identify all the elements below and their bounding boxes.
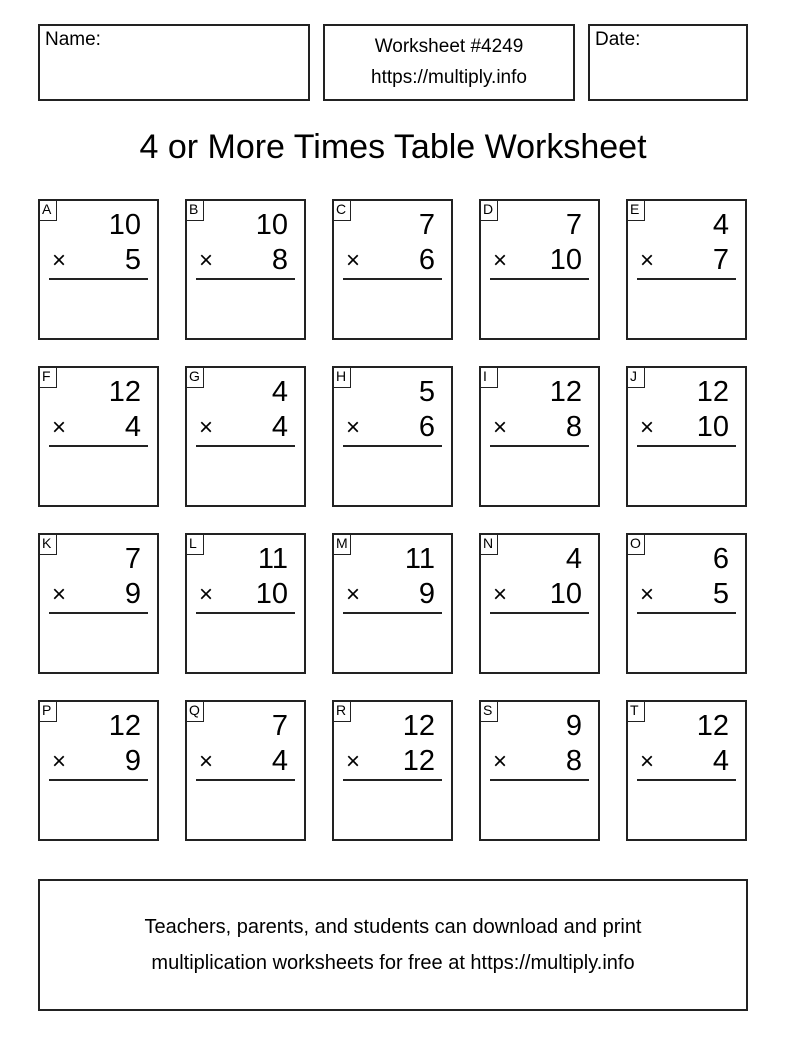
multiply-sign: ×	[52, 748, 67, 775]
answer-line	[637, 612, 736, 614]
problem-letter: F	[38, 366, 57, 388]
multiplier: 10	[255, 578, 288, 610]
problem-letter: E	[626, 199, 645, 221]
multiplicand: 12	[696, 710, 729, 742]
multiply-sign: ×	[640, 748, 655, 775]
answer-line	[490, 278, 589, 280]
multiplier: 4	[271, 411, 288, 443]
multiplicand: 4	[565, 543, 582, 575]
multiply-sign: ×	[199, 414, 214, 441]
answer-line	[49, 779, 148, 781]
multiply-sign: ×	[493, 581, 508, 608]
multiplicand: 12	[696, 376, 729, 408]
multiply-sign: ×	[52, 247, 67, 274]
multiplier: 4	[124, 411, 141, 443]
multiplier: 5	[124, 244, 141, 276]
page-title: 4 or More Times Table Worksheet	[139, 128, 647, 166]
multiplier: 10	[549, 578, 582, 610]
multiplicand: 4	[712, 209, 729, 241]
multiply-sign: ×	[52, 414, 67, 441]
worksheet-number: Worksheet #4249	[374, 36, 524, 57]
problem-card	[185, 199, 306, 340]
multiplier: 6	[418, 244, 435, 276]
multiply-sign: ×	[199, 748, 214, 775]
multiplier: 9	[124, 578, 141, 610]
answer-line	[343, 445, 442, 447]
date-field[interactable]	[588, 24, 748, 101]
problem-card	[332, 533, 453, 674]
name-field[interactable]	[38, 24, 310, 101]
footer-box	[38, 879, 748, 1011]
answer-line	[490, 612, 589, 614]
answer-line	[637, 779, 736, 781]
multiply-sign: ×	[493, 247, 508, 274]
problem-card	[38, 199, 159, 340]
problem-card	[626, 533, 747, 674]
problem-card	[332, 199, 453, 340]
problem-card	[38, 700, 159, 841]
problem-letter: T	[626, 700, 645, 722]
multiply-sign: ×	[493, 748, 508, 775]
problem-card	[185, 700, 306, 841]
problem-letter: L	[185, 533, 204, 555]
problem-letter: S	[479, 700, 498, 722]
multiplier: 12	[402, 745, 435, 777]
multiplier: 9	[124, 745, 141, 777]
multiply-sign: ×	[199, 247, 214, 274]
answer-line	[49, 278, 148, 280]
multiply-sign: ×	[640, 247, 655, 274]
problem-letter: N	[479, 533, 498, 555]
answer-line	[49, 445, 148, 447]
multiplicand: 4	[271, 376, 288, 408]
multiply-sign: ×	[346, 748, 361, 775]
problem-card	[626, 199, 747, 340]
multiplicand: 12	[108, 376, 141, 408]
multiplier: 4	[712, 745, 729, 777]
multiplicand: 7	[271, 710, 288, 742]
multiplier: 4	[271, 745, 288, 777]
answer-line	[49, 612, 148, 614]
problem-letter: G	[185, 366, 204, 388]
answer-line	[490, 779, 589, 781]
name-label: Name:	[45, 29, 101, 50]
multiplicand: 10	[255, 209, 288, 241]
multiply-sign: ×	[346, 581, 361, 608]
footer-text-line-1: Teachers, parents, and students can download and print	[144, 916, 642, 938]
problem-card	[38, 533, 159, 674]
answer-line	[196, 612, 295, 614]
multiplicand: 7	[418, 209, 435, 241]
problem-letter: Q	[185, 700, 204, 722]
problem-card	[479, 533, 600, 674]
multiplicand: 7	[565, 209, 582, 241]
multiplier: 7	[712, 244, 729, 276]
answer-line	[490, 445, 589, 447]
footer-text-line-2: multiplication worksheets for free at https://multiply.info	[151, 952, 635, 974]
multiplicand: 10	[108, 209, 141, 241]
problem-letter: I	[479, 366, 498, 388]
multiplier: 10	[696, 411, 729, 443]
problem-letter: B	[185, 199, 204, 221]
problem-letter: H	[332, 366, 351, 388]
problem-letter: M	[332, 533, 351, 555]
multiplicand: 9	[565, 710, 582, 742]
multiply-sign: ×	[52, 581, 67, 608]
multiply-sign: ×	[346, 414, 361, 441]
problem-letter: R	[332, 700, 351, 722]
answer-line	[196, 445, 295, 447]
date-label: Date:	[595, 29, 641, 50]
multiplier: 9	[418, 578, 435, 610]
multiplicand: 12	[108, 710, 141, 742]
multiplier: 8	[565, 411, 582, 443]
problem-card	[479, 199, 600, 340]
problem-card	[38, 366, 159, 507]
multiplicand: 5	[418, 376, 435, 408]
problem-card	[332, 700, 453, 841]
multiplicand: 11	[404, 543, 435, 575]
problem-card	[185, 533, 306, 674]
multiplier: 8	[271, 244, 288, 276]
problem-card	[185, 366, 306, 507]
multiplicand: 12	[549, 376, 582, 408]
multiplier: 6	[418, 411, 435, 443]
multiplicand: 11	[257, 543, 288, 575]
problem-letter: D	[479, 199, 498, 221]
multiplicand: 6	[712, 543, 729, 575]
answer-line	[343, 779, 442, 781]
answer-line	[637, 278, 736, 280]
problem-card	[479, 700, 600, 841]
answer-line	[343, 278, 442, 280]
problem-card	[332, 366, 453, 507]
multiplier: 5	[712, 578, 729, 610]
problem-letter: K	[38, 533, 57, 555]
answer-line	[637, 445, 736, 447]
multiply-sign: ×	[640, 581, 655, 608]
problem-letter: A	[38, 199, 57, 221]
multiplier: 8	[565, 745, 582, 777]
multiply-sign: ×	[346, 247, 361, 274]
problem-letter: C	[332, 199, 351, 221]
problem-letter: J	[626, 366, 645, 388]
multiply-sign: ×	[199, 581, 214, 608]
multiply-sign: ×	[640, 414, 655, 441]
problem-card	[626, 700, 747, 841]
multiplicand: 12	[402, 710, 435, 742]
answer-line	[196, 278, 295, 280]
answer-line	[343, 612, 442, 614]
multiplicand: 7	[124, 543, 141, 575]
multiply-sign: ×	[493, 414, 508, 441]
worksheet-url: https://multiply.info	[371, 67, 527, 88]
multiplier: 10	[549, 244, 582, 276]
answer-line	[196, 779, 295, 781]
problem-card	[626, 366, 747, 507]
worksheet-info-box	[323, 24, 575, 101]
problem-letter: P	[38, 700, 57, 722]
problem-letter: O	[626, 533, 645, 555]
problem-card	[479, 366, 600, 507]
